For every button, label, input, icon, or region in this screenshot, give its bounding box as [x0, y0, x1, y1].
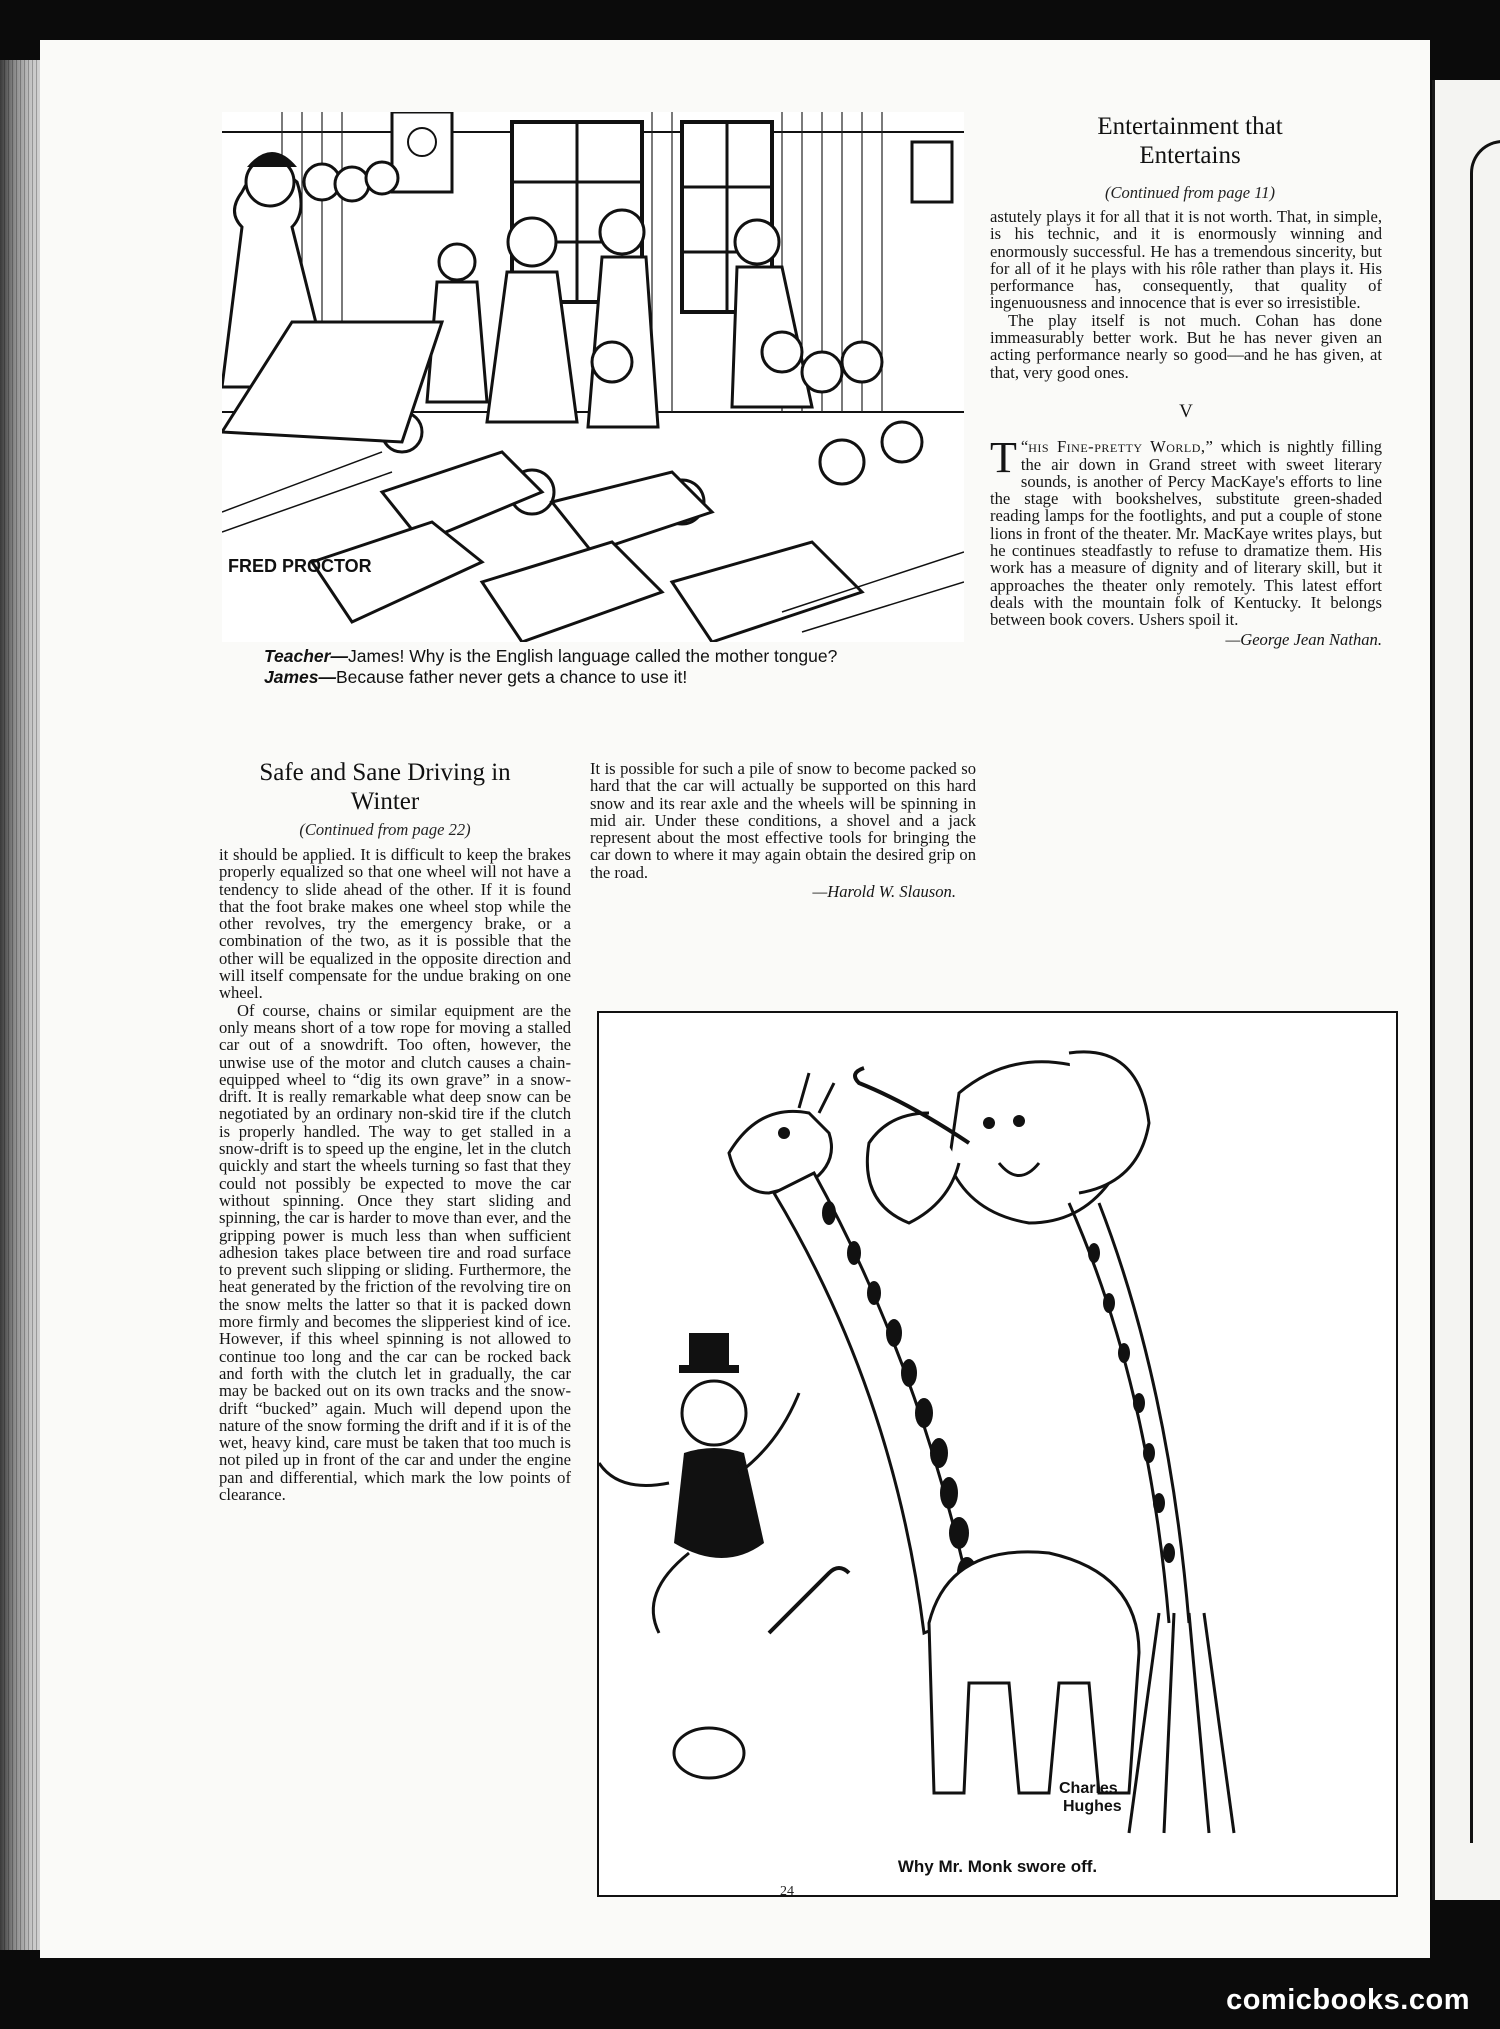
paragraph-3-play-title: his Fine-pretty World,”: [1028, 437, 1214, 457]
driving-signature: —Harold W. Slauson.: [812, 882, 956, 902]
paragraph-3-text: which is nightly filling the air down in Grand street with sweet literary sounds, is another of Percy MacKaye's efforts to line the stage with bookshelves, substitute green-shaded reading lamps for the footlights, and put a couple of stone lions in front of the theater. Mr. MacKaye writes plays, but he continues steadfastly to refuse to dramatize them. His work has a measure of dignity and of literary skill, but it approaches the theater only remotely. This latest effort deals with the mountain folk of Kentucky. It belongs between book covers. Ushers spoil it.: [990, 437, 1382, 630]
entertainment-title-line2: Entertains: [1139, 142, 1241, 169]
monk-cartoon-signature-line1: Charles: [1059, 1780, 1118, 1797]
driving-title-line1: Safe and Sane Driving in: [259, 759, 511, 786]
entertainment-paragraph-2: The play itself is not much. Cohan has done immeasurably better work. But he has never given an acting performance nearly so good—and he has given, at that, very good ones.: [990, 310, 1382, 382]
driving-column-right: [590, 760, 976, 900]
monk-cartoon-signature-line2: Hughes: [1063, 1798, 1122, 1815]
classroom-cartoon-signature: FRED PROCTOR: [228, 556, 372, 576]
classroom-cartoon-caption: [222, 646, 966, 688]
paragraph-3-dropcap: T: [990, 433, 1017, 483]
monk-cartoon: [599, 1013, 1396, 1843]
watermark: comicbooks.com: [1226, 1984, 1470, 2016]
monk-cartoon-frame: [597, 1011, 1398, 1897]
driving-paragraph-1: it should be applied. It is difficult to keep the brakes properly equalized so that one wheel will not have a tendency to slide ahead of the other. If it is found that the foot brake makes one wheel stop while the other revolves, try the emergency brake, or a combination of the two, as it is possible that the other will be equalized in the opposite direction and will itself compensate for the undue braking on one wheel.: [219, 845, 571, 1003]
facing-page-border: [1470, 140, 1500, 1843]
entertainment-paragraph-1: astutely plays it for all that it is not worth. That, in simple, is his technic, and it is enormously winning and enormously successful. He has a tremendous sincerity, but for all of it he plays with his rôle rather than plays it. His performance has, consequently, that quality of ingenuousness and innocence that is ever so irresistible.: [990, 207, 1382, 313]
driving-continued: (Continued from page 22): [299, 820, 471, 839]
driving-paragraph-2: Of course, chains or similar equipment are the only means short of a tow rope for moving a stalled car out of a snowdrift. Too often, however, the unwise use of the motor and clutch causes a chain-equipped wheel to “dig its own grave” in a snow-drift. It is really remarkable what deep snow can be negotiated by an ordinary non-skid tire if the clutch is properly handled. The way to get stalled in a snow-drift is to speed up the engine, let in the clutch quickly and start the wheels turning so fast that they could not possibly be expected to move the car without spinning. Once they start sliding and spinning, the car is harder to move than ever, and the gripping power is much less than when sufficient adhesion takes place between tire and road surface to prevent such slipping or sliding. Furthermore, the heat generated by the friction of the revolving tire on the snow melts the latter so that it is packed down more firmly and becomes the slipperiest kind of ice. However, if this wheel spinning is not allowed to continue too long and the car can be rocked back and forth with the clutch let in gradually, the car may be backed out on its own tracks and the snow-drift “bucked” again. Much will depend upon the nature of the snow forming the drift and if it is of the wet, heavy kind, care must be taken that too much is not piled up in front of the car and under the engine pan and differential, which mark the low points of clearance.: [219, 1000, 571, 1504]
entertainment-column: [990, 208, 1382, 648]
monk-cartoon-caption: Why Mr. Monk swore off.: [897, 1857, 1098, 1876]
classroom-cartoon: [222, 112, 964, 642]
caption-james-line: Because father never gets a chance to use it!: [336, 667, 688, 687]
entertainment-signature: —George Jean Nathan.: [1225, 629, 1382, 649]
paragraph-3-open-quote: “: [1020, 437, 1029, 457]
entertainment-section-numeral: V: [1179, 400, 1193, 422]
driving-title-line2: Winter: [350, 788, 420, 815]
entertainment-paragraph-3: [990, 433, 1382, 630]
page-number: 24: [780, 1884, 794, 1899]
driving-column-left: [219, 846, 571, 1503]
driving-headline: [205, 758, 565, 816]
caption-teacher-speaker: Teacher—: [264, 646, 348, 666]
entertainment-headline: [990, 112, 1390, 170]
entertainment-title-line1: Entertainment that: [1097, 113, 1283, 140]
caption-teacher-line: James! Why is the English language called the mother tongue?: [347, 646, 838, 666]
driving-paragraph-3: It is possible for such a pile of snow to become packed so hard that the car will actually be supported on this hard snow and its rear axle and the wheels will be spinning in mid air. Under these conditions, a shovel and a jack represent about the most effective tools for bringing the car down to where it may again obtain the desired grip on the road.: [590, 759, 976, 882]
caption-james-speaker: James—: [264, 667, 336, 687]
entertainment-continued: (Continued from page 11): [1104, 183, 1276, 202]
